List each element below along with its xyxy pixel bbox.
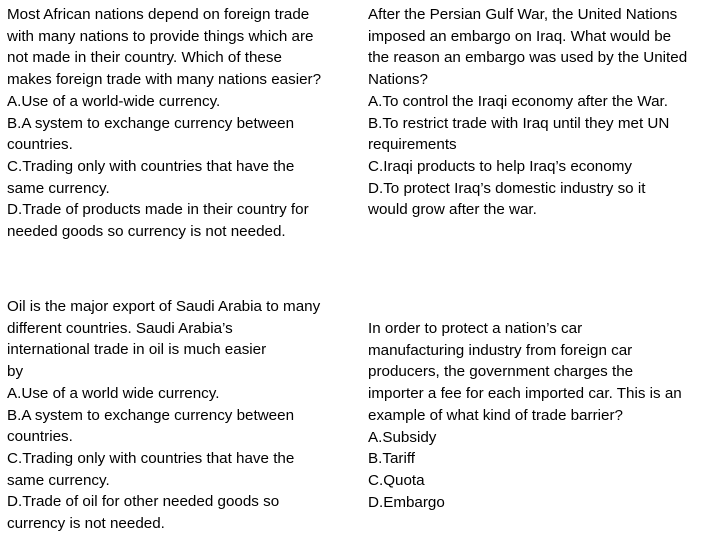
question-text-line: A.Use of a world-wide currency.: [7, 92, 221, 110]
question-text-line: In order to protect a nation’s car: [368, 320, 583, 337]
question-text-line: different countries. Saudi Arabia’s: [7, 319, 233, 337]
question-text-line: D.To protect Iraq’s domestic industry so it: [368, 179, 646, 197]
question-block-iraq-embargo: [368, 4, 718, 221]
question-text-line: B.A system to exchange currency between: [7, 406, 295, 424]
question-text-line: international trade in oil is much easier: [7, 341, 267, 359]
question-text-line: the reason an embargo was used by the United: [368, 49, 688, 67]
question-text-line: countries.: [7, 428, 73, 446]
question-text-line: Most African nations depend on foreign trade: [7, 6, 310, 23]
question-text-line: A.Subsidy: [368, 428, 437, 446]
question-text-line: makes foreign trade with many nations easier?: [7, 71, 322, 89]
question-text-line: with many nations to provide things which are: [7, 27, 314, 45]
question-text-line: C.Trading only with countries that have the: [7, 157, 295, 175]
question-text-line: D.Trade of products made in their country for: [7, 201, 309, 219]
question-text-line: A.To control the Iraqi economy after the War.: [368, 92, 668, 110]
question-text-line: requirements: [368, 136, 457, 154]
question-text-line: D.Trade of oil for other needed goods so: [7, 493, 280, 511]
question-text-line: Oil is the major export of Saudi Arabia to many: [7, 298, 321, 315]
question-text-line: B.A system to exchange currency between: [7, 114, 295, 132]
question-text-line: B.Tariff: [368, 450, 415, 468]
question-text-line: After the Persian Gulf War, the United Nations: [368, 6, 678, 23]
question-text-line: C.Quota: [368, 471, 425, 489]
question-text-line: manufacturing industry from foreign car: [368, 341, 633, 359]
question-block-trade-barrier: [368, 318, 718, 513]
question-text-line: A.Use of a world wide currency.: [7, 384, 220, 402]
question-text-line: producers, the government charges the: [368, 363, 634, 381]
question-text-line: B.To restrict trade with Iraq until they met UN: [368, 114, 670, 132]
question-block-saudi-oil: [7, 296, 357, 535]
question-text-line: imposed an embargo on Iraq. What would be: [368, 27, 672, 45]
question-text-line: importer a fee for each imported car. This is an: [368, 385, 682, 403]
question-text-line: would grow after the war.: [368, 201, 537, 219]
question-text-line: C.Iraqi products to help Iraq’s economy: [368, 157, 632, 175]
question-text-line: C.Trading only with countries that have the: [7, 449, 295, 467]
question-text-line: Nations?: [368, 71, 428, 89]
question-text-line: currency is not needed.: [7, 515, 165, 533]
question-text-line: D.Embargo: [368, 493, 445, 511]
question-text-line: same currency.: [7, 179, 110, 197]
question-text-line: same currency.: [7, 471, 110, 489]
question-text-line: by: [7, 363, 24, 381]
question-text-line: countries.: [7, 136, 73, 154]
question-text-line: example of what kind of trade barrier?: [368, 406, 623, 424]
question-text-line: needed goods so currency is not needed.: [7, 223, 286, 241]
question-block-african-trade: [7, 4, 357, 243]
question-text-line: not made in their country. Which of these: [7, 49, 282, 67]
